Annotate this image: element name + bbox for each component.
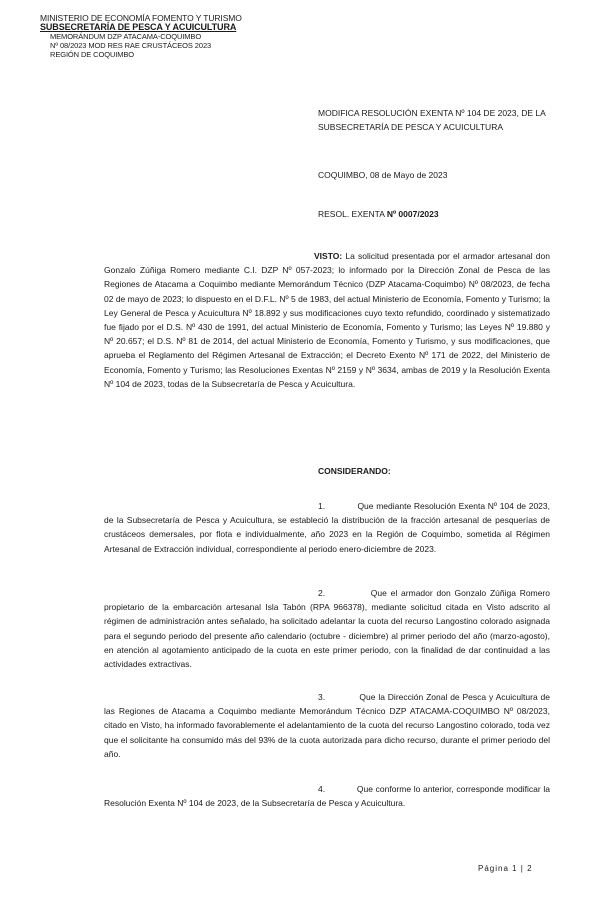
item-number: 3.: [318, 692, 326, 702]
considerando-item-4: [104, 782, 550, 810]
item-number: 4.: [318, 784, 326, 794]
visto-paragraph: [104, 249, 550, 391]
region-name: REGIÓN DE COQUIMBO: [50, 50, 135, 59]
item-number: 1.: [318, 501, 326, 511]
resolution-code: Nº 0007/2023: [386, 209, 439, 219]
item-text: Que el armador don Gonzalo Zúñiga Romero propietario de la embarcación artesanal Isla Tabón (RPA 966378), mediante solicitud citada en Visto adscrito al régimen de administración antes señalado, ha solicitado adelantar la cuota del recurso Langostino colorado asignada para el segundo periodo del presente año calendario (octubre - diciembre) al primer periodo del año (marzo-agosto), en atención al agotamiento anticipado de la cuota en este primer periodo, con la finalidad de dar continuidad a las actividades extractivas.: [104, 588, 550, 670]
ministry-name: MINISTERIO DE ECONOMÍA FOMENTO Y TURISMO: [40, 13, 242, 23]
considerando-item-1: [104, 499, 550, 556]
resolution-label: RESOL. EXENTA: [318, 209, 385, 219]
considerando-item-2: [104, 586, 550, 671]
item-text: Que mediante Resolución Exenta Nº 104 de 2023, de la Subsecretaría de Pesca y Acuicultura, se estableció la distribución de la fracción artesanal de pesquerías de crustáceos demersales, por flota e individualmente, año 2023 en la Región de Coquimbo, sometida al Régimen Artesanal de Extracción individual, correspondiente al periodo enero-diciembre de 2023.: [104, 501, 550, 554]
considerando-item-3: [104, 690, 550, 761]
memo-number: Nº 08/2023 MOD RES RAE CRUSTÁCEOS 2023: [50, 41, 212, 50]
resolution-subject: MODIFICA RESOLUCIÓN EXENTA Nº 104 DE 2023, DE LA SUBSECRETARÍA DE PESCA Y ACUICULTURA: [318, 108, 546, 132]
letterhead: [40, 14, 290, 59]
resolution-number: [318, 209, 439, 219]
memo-reference: MEMORÁNDUM DZP ATACAMA-COQUIMBO: [50, 32, 202, 41]
subsecretaria-name: SUBSECRETARÍA DE PESCA Y ACUICULTURA: [40, 22, 237, 32]
considerando-heading: CONSIDERANDO:: [318, 466, 391, 476]
item-text: Que la Dirección Zonal de Pesca y Acuicultura de las Regiones de Atacama a Coquimbo mediante Memorándum Técnico DZP ATACAMA-COQUIMBO Nº 08/2023, citado en Visto, ha informado favorablemente el adelantamiento de la cuota del recurso Langostino colorado, toda vez que el solicitante ha consumido más del 93% de la cuota autorizada para dicho recurso, durante el primer periodo del año.: [104, 692, 550, 759]
page-number: Página 1 | 2: [478, 864, 533, 873]
document-date: COQUIMBO, 08 de Mayo de 2023: [318, 170, 448, 180]
item-text: Que conforme lo anterior, corresponde modificar la Resolución Exenta Nº 104 de 2023, de la Subsecretaría de Pesca y Acuicultura.: [104, 784, 550, 809]
item-number: 2.: [318, 588, 326, 598]
visto-label: VISTO:: [314, 251, 343, 261]
visto-text: La solicitud presentada por el armador artesanal don Gonzalo Zúñiga Romero mediante C.I. DZP Nº 057-2023; lo informado por la Dirección Zonal de Pesca de las Regiones de Atacama a Coquimbo mediante Memorándum Técnico (DZP Atacama-Coquimbo) Nº 08/2023, de fecha 02 de mayo de 2023; lo dispuesto en el D.F.L. Nº 5 de 1983, del actual Ministerio de Economía, Fomento y Turismo; la Ley General de Pesca y Acuicultura Nº 18.892 y sus modificaciones cuyo texto refundido, coordinado y sistematizado fue fijado por el D.S. Nº 430 de 1991, del actual Ministerio de Economía, Fomento y Turismo; las Leyes Nº 19.880 y Nº 20.657; el D.S. Nº 81 de 2014, del actual Ministerio de Economía, Fomento y Turismo, y sus modificaciones, que aprueba el Reglamento del Régimen Artesanal de Extracción; el Decreto Exento Nº 171 de 2022, del Ministerio de Economía, Fomento y Turismo; las Resoluciones Exentas Nº 2159 y Nº 3634, ambas de 2019 y la Resolución Exenta Nº 104 de 2023, todas de la Subsecretaría de Pesca y Acuicultura.: [104, 251, 550, 389]
